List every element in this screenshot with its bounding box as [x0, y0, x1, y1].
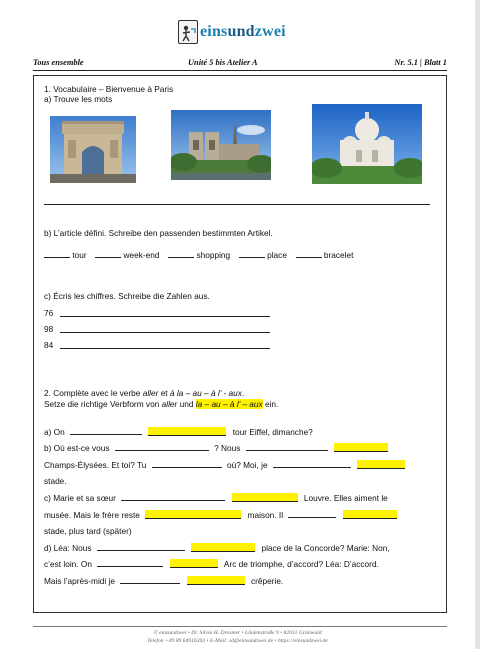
verb-blank[interactable]: [115, 443, 209, 451]
verb-blank[interactable]: [70, 427, 142, 435]
exercise-b-line2: Champs-Élysées. Et toi? Tu où? Moi, je: [44, 460, 405, 470]
header-book-title: Tous ensemble: [33, 58, 84, 67]
verb-blank[interactable]: [288, 510, 336, 518]
number-76: 76: [44, 308, 54, 318]
preposition-blank[interactable]: [148, 427, 226, 436]
section1-title: 1. Vocabulaire – Bienvenue à Paris: [44, 84, 174, 94]
header-unit: Unité 5 bis Atelier A: [188, 58, 258, 67]
preposition-blank[interactable]: [343, 510, 397, 519]
verb-blank[interactable]: [97, 543, 185, 551]
preposition-blank[interactable]: [145, 510, 241, 519]
exercise-b-line3: stade.: [44, 476, 67, 486]
word-week-end: week-end: [123, 250, 160, 260]
header-sheet-number: Nr. 5.1 | Blatt 1: [394, 58, 447, 67]
answer-line-84[interactable]: [60, 348, 270, 349]
verb-blank[interactable]: [273, 460, 351, 468]
exercise-d-line3: Mais l’après-midi je crêperie.: [44, 576, 284, 586]
article-blank[interactable]: [239, 250, 265, 258]
word-bracelet: bracelet: [323, 250, 354, 260]
word-place: place: [267, 250, 287, 260]
worksheet-header: [33, 58, 447, 70]
preposition-blank[interactable]: [357, 460, 405, 469]
verb-blank[interactable]: [120, 576, 180, 584]
footer-address: © einsundzwei • Dr. Silvia H. Drosmer • Lindenstraße 9 • 82031 Grünwald: [153, 630, 322, 636]
answer-line-76[interactable]: [60, 316, 270, 317]
preposition-blank[interactable]: [170, 559, 218, 568]
number-98: 98: [44, 324, 54, 334]
section2-subtitle: Setze die richtige Verbform von aller und la – au – à l’ – aux ein.: [44, 399, 279, 409]
logo-wordmark: einsundzwei: [200, 23, 286, 40]
preposition-blank[interactable]: [232, 493, 298, 502]
preposition-blank[interactable]: [187, 576, 245, 585]
article-blank[interactable]: [95, 250, 121, 258]
word-shopping: shopping: [196, 250, 231, 260]
section2-title: 2. Complète avec le verbe aller et à la – au – à l’ - aux.: [44, 388, 245, 398]
exercise-a-line1: a) On tour Eiffel, dimanche?: [44, 427, 313, 437]
answer-line-words[interactable]: [44, 204, 430, 205]
footer-contact: Telefon +49 89 64916203 • E-Mail: sd@einsundzwei.de • https://einsundzwei.de: [147, 638, 328, 644]
page-edge: [475, 0, 480, 649]
article-row: [44, 250, 353, 260]
verb-blank[interactable]: [121, 493, 225, 501]
verb-blank[interactable]: [246, 443, 328, 451]
notre-dame-photo: [171, 110, 271, 180]
sacre-coeur-photo: [312, 104, 422, 184]
number-84: 84: [44, 340, 54, 350]
word-tour: tour: [72, 250, 87, 260]
verb-blank[interactable]: [152, 460, 222, 468]
exercise-b-line1: b) Où est-ce vous ? Nous: [44, 443, 388, 453]
exercise-c-line1: c) Marie et sa sœur Louvre. Elles aiment le: [44, 493, 388, 503]
exercise-c-line2: musée. Mais le frère reste maison. Il: [44, 510, 397, 520]
footer-divider: [33, 626, 447, 627]
logo: [178, 19, 286, 45]
article-blank[interactable]: [296, 250, 322, 258]
section1-b-label: b) L’article défini. Schreibe den passenden bestimmten Artikel.: [44, 228, 273, 238]
preposition-blank[interactable]: [191, 543, 255, 552]
exercise-d-line2: c’est loin. On Arc de triomphe, d’accord? Léa: D’accord.: [44, 559, 379, 569]
logo-figure-icon: [178, 20, 198, 44]
verb-blank[interactable]: [97, 559, 163, 567]
section1-c-label: c) Écris les chiffres. Schreibe die Zahlen aus.: [44, 291, 210, 301]
preposition-blank[interactable]: [334, 443, 388, 452]
article-blank[interactable]: [168, 250, 194, 258]
exercise-d-line1: d) Léa: Nous place de la Concorde? Marie: Non,: [44, 543, 390, 553]
section1-a-label: a) Trouve les mots: [44, 94, 113, 104]
header-divider: [33, 70, 447, 71]
exercise-c-line3: stade, plus tard (später): [44, 526, 132, 536]
answer-line-98[interactable]: [60, 332, 270, 333]
article-blank[interactable]: [44, 250, 70, 258]
arc-de-triomphe-photo: [50, 116, 136, 183]
